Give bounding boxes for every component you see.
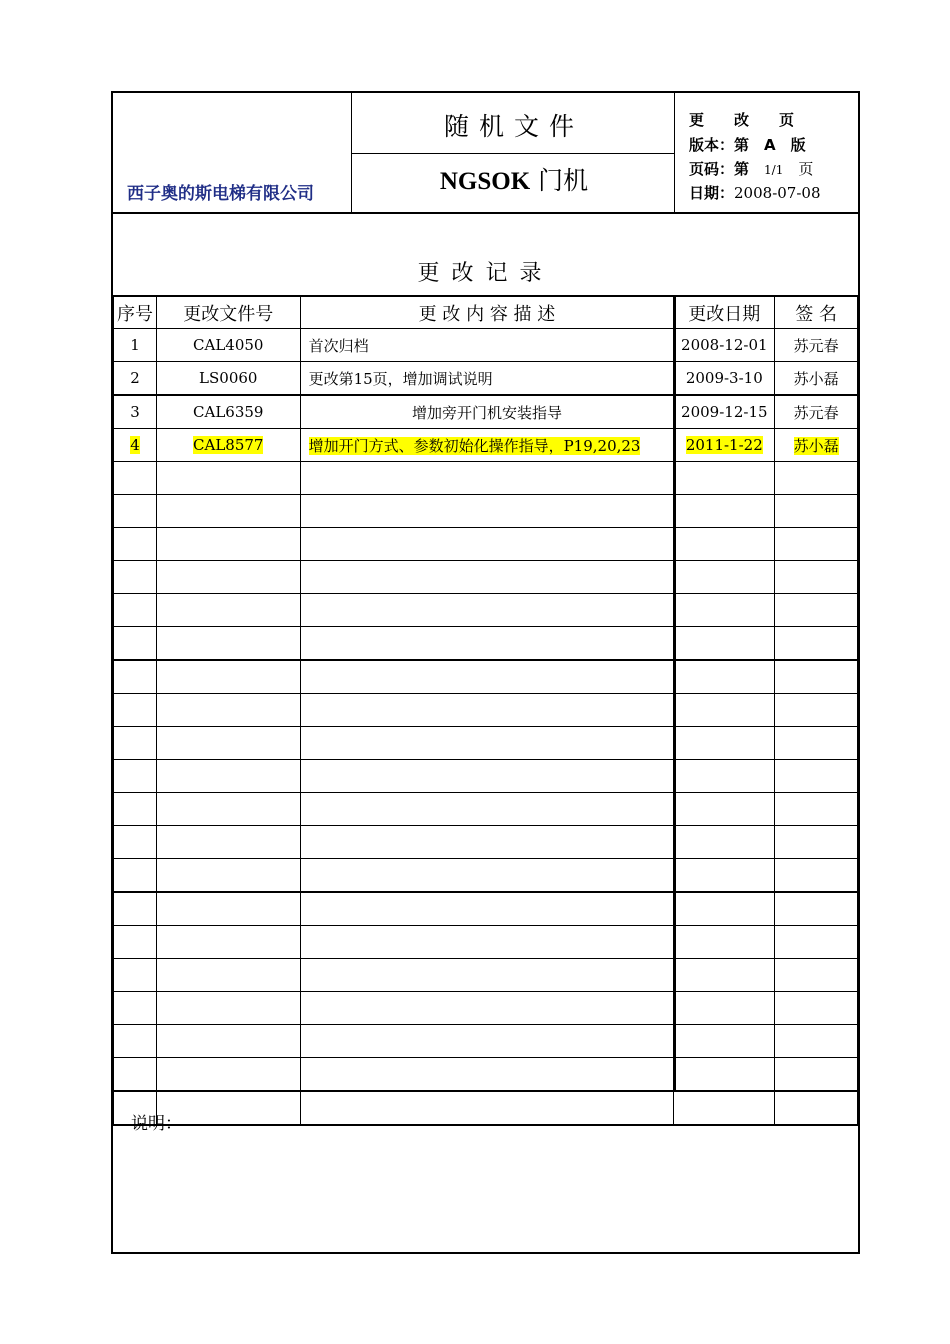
empty-row: [114, 627, 858, 661]
cell-file: CAL6359: [156, 395, 300, 429]
empty-row: [114, 561, 858, 594]
table-row: [114, 362, 858, 396]
empty-row: [114, 959, 858, 992]
col-header-date: 更改日期: [674, 296, 775, 329]
cell-date: 2008-12-01: [674, 329, 775, 362]
doc-type: 随机文件: [443, 112, 584, 141]
empty-row-last: [114, 1091, 858, 1125]
table-row: [114, 395, 858, 429]
empty-row: [114, 992, 858, 1025]
header-mid-line: [351, 153, 674, 154]
cell-no: 2: [114, 362, 157, 396]
cell-desc: 增加开门方式、参数初始化操作指导，P19,20,23: [300, 429, 674, 462]
empty-row: [114, 594, 858, 627]
date-column-divider: [674, 295, 676, 1090]
cell-file: CAL8577: [156, 429, 300, 462]
cell-file: LS0060: [156, 362, 300, 396]
table-header-row: [114, 296, 858, 329]
cell-sign: 苏小磊: [775, 429, 858, 462]
empty-row: [114, 793, 858, 826]
empty-row: [114, 859, 858, 893]
change-log-table: [113, 295, 858, 1126]
cell-sign: 苏元春: [775, 395, 858, 429]
empty-row: [114, 462, 858, 495]
section-title: 更改记录: [417, 261, 554, 286]
cell-desc: 增加旁开门机安装指导: [300, 395, 674, 429]
header-bottom-line: [113, 212, 858, 214]
empty-row: [114, 826, 858, 859]
empty-row: [114, 760, 858, 793]
empty-row: [114, 727, 858, 760]
table-row: [114, 329, 858, 362]
cell-no: 4: [114, 429, 157, 462]
col-header-sign: 签 名: [775, 296, 858, 329]
date-info: 日期：2008-07-08: [689, 184, 821, 202]
empty-row: [114, 892, 858, 926]
cell-desc: 更改第15页，增加调试说明: [300, 362, 674, 396]
company-name: 西子奥的斯电梯有限公司: [127, 184, 314, 204]
cell-file: CAL4050: [156, 329, 300, 362]
cell-sign: 苏元春: [775, 329, 858, 362]
cell-date: 2009-12-15: [674, 395, 775, 429]
page-info: 页码：第 1/1 页: [689, 160, 814, 178]
product-name: NGSOK 门机: [439, 166, 589, 195]
empty-row: [114, 1058, 858, 1092]
col-header-file: 更改文件号: [156, 296, 300, 329]
empty-row: [114, 660, 858, 694]
cell-date: 2011-1-22: [674, 429, 775, 462]
empty-row: [114, 495, 858, 528]
cell-desc: 首次归档: [300, 329, 674, 362]
table-row-highlighted: [114, 429, 858, 462]
cell-no: 1: [114, 329, 157, 362]
col-header-desc: 更 改 内 容 描 述: [300, 296, 674, 329]
document-frame: [111, 91, 860, 1254]
cell-sign: 苏小磊: [775, 362, 858, 396]
empty-row: [114, 926, 858, 959]
header-block: [113, 93, 858, 212]
cell-date: 2009-3-10: [674, 362, 775, 396]
empty-row: [114, 1025, 858, 1058]
empty-row: [114, 528, 858, 561]
col-header-no: 序号: [114, 296, 157, 329]
page-type: 更 改 页: [689, 111, 795, 129]
note-label: 说明：: [131, 1114, 182, 1134]
version-info: 版本：第 A 版: [689, 136, 806, 154]
empty-row: [114, 694, 858, 727]
cell-no: 3: [114, 395, 157, 429]
